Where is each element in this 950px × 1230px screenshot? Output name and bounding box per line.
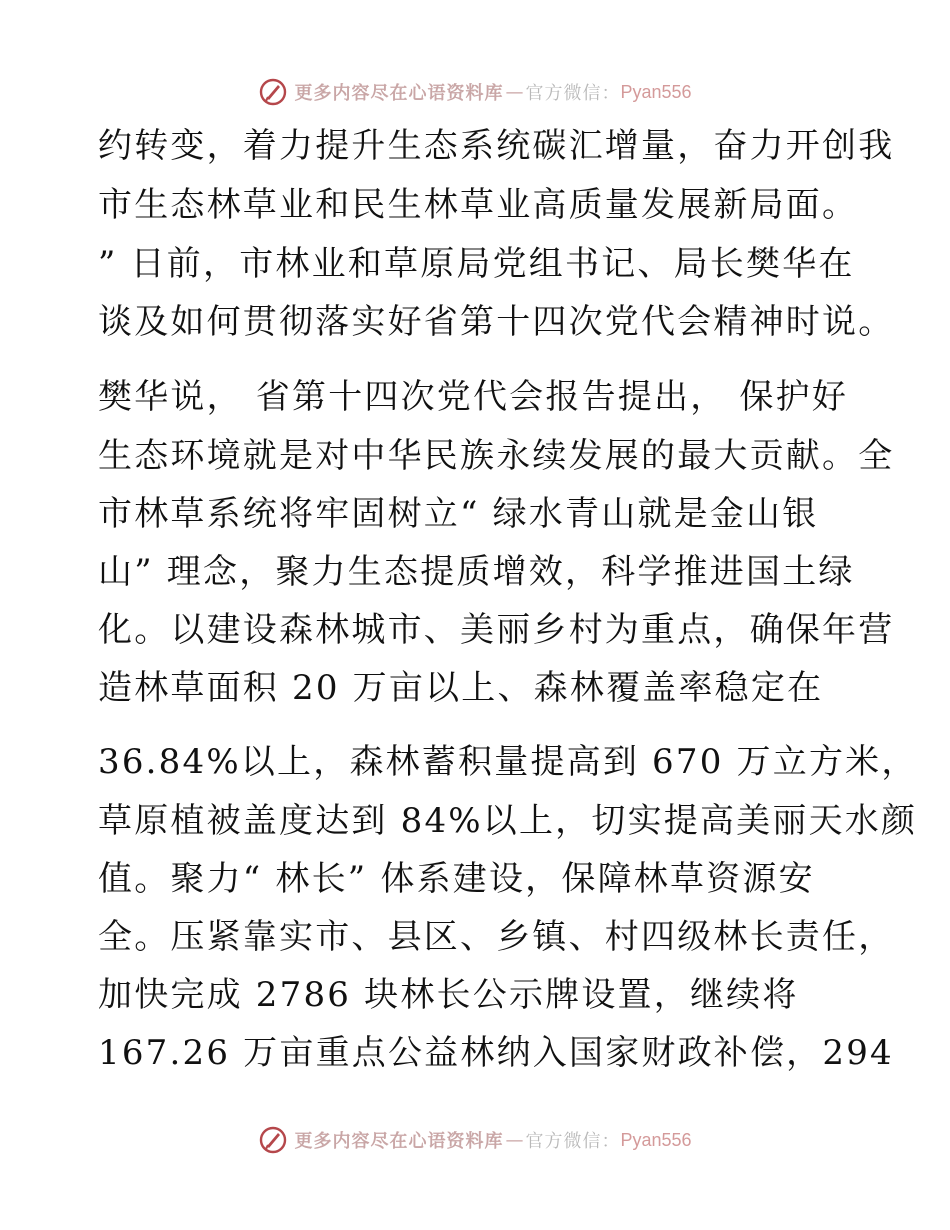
quill-circle-icon xyxy=(258,77,288,107)
text-line: 草原植被盖度达到 84%以上，切实提高美丽天水颜 xyxy=(98,801,918,841)
text-line: 市生态林草业和民生林草业高质量发展新局面。 xyxy=(98,185,859,225)
text-line: 加快完成 2786 块林长公示牌设置，继续将 xyxy=(98,975,799,1015)
text-line: 山” 理念，聚力生态提质增效，科学推进国土绿 xyxy=(98,552,855,592)
text-line: 生态环境就是对中华民族永续发展的最大贡献。全 xyxy=(98,436,895,476)
footer-watermark xyxy=(0,1120,950,1160)
text-line: 全。压紧靠实市、县区、乡镇、村四级林长责任， xyxy=(98,917,895,957)
watermark-site-text: 更多内容尽在心语资料库 xyxy=(294,1131,504,1152)
watermark-wechat-label: 官方微信： xyxy=(525,83,621,104)
text-line: 化。以建设森林城市、美丽乡村为重点，确保年营 xyxy=(98,610,895,650)
text-line: 造林草面积 20 万亩以上、森林覆盖率稳定在 xyxy=(98,668,824,708)
watermark-separator: — xyxy=(505,1129,524,1151)
watermark-wechat-id: Pyan556 xyxy=(620,1129,692,1150)
text-line: 约转变，着力提升生态系统碳汇增量，奋力开创我 xyxy=(98,126,895,166)
text-line: 值。聚力“ 林长” 体系建设，保障林草资源安 xyxy=(98,859,815,899)
text-line: 谈及如何贯彻落实好省第十四次党代会精神时说。 xyxy=(98,302,895,342)
text-line: 市林草系统将牢固树立“ 绿水青山就是金山银 xyxy=(98,494,819,534)
header-watermark xyxy=(0,72,950,112)
text-line: 36.84%以上，森林蓄积量提高到 670 万立方米， xyxy=(98,742,918,782)
watermark-site-text: 更多内容尽在心语资料库 xyxy=(294,83,504,104)
text-line: 167.26 万亩重点公益林纳入国家财政补偿，294 xyxy=(98,1033,894,1073)
text-line: ” 日前，市林业和草原局党组书记、局长樊华在 xyxy=(98,244,855,284)
text-line: 樊华说， 省第十四次党代会报告提出， 保护好 xyxy=(98,377,849,417)
quill-circle-icon xyxy=(258,1125,288,1155)
watermark-wechat-id: Pyan556 xyxy=(620,81,692,102)
watermark-separator: — xyxy=(505,81,524,103)
watermark-wechat-label: 官方微信： xyxy=(525,1131,621,1152)
